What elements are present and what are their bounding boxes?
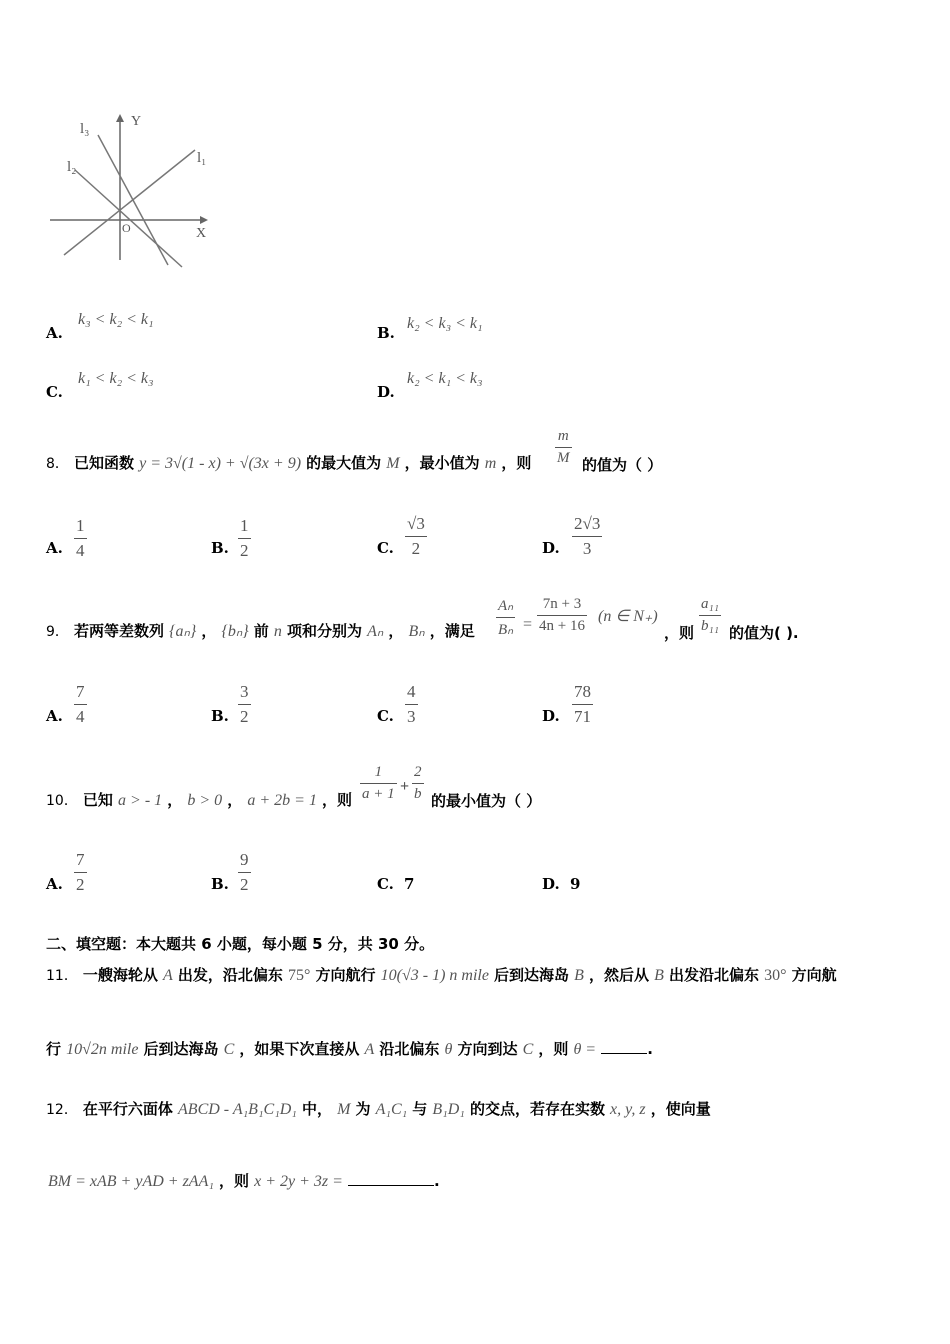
q8-ratio-denominator: M [557,450,570,466]
q12-point-m: M [337,1101,351,1118]
q9-seq-a: {aₙ} [169,623,197,640]
q8-option-d-label: D. [542,539,560,557]
q9-option-a-fraction [74,682,87,727]
q11-text: 一艘海轮从 [82,966,158,984]
q9-condition: (n ∈ N₊) [598,608,658,625]
q10-option-a-label: A. [46,875,63,893]
q10-fraction-1 [360,764,397,803]
q12-number: 12． [46,1102,78,1118]
line-l3-label: l₃ [80,121,90,137]
q9-option-b-fraction [238,682,251,727]
q12-text: 中， [301,1100,332,1118]
q9-seq-b: {bₙ} [221,623,249,640]
q10-option-b-fraction [238,850,251,895]
q11-text: ，则 [538,1040,569,1058]
q10-option-c-value: 7 [404,875,415,893]
q12-text: ，则 [219,1172,250,1190]
q8-ratio-fraction [555,428,572,467]
q12-line-2 [48,1170,440,1196]
y-axis-arrow-icon [116,114,124,122]
q10-option-a-fraction [74,850,87,895]
q9-text: ，满足 [429,622,475,640]
q11-text: 出发，沿北偏东 [177,966,283,984]
q8-option-b-den: 2 [240,541,249,560]
q8-option-c-fraction [405,514,427,559]
q9-text: 前 [253,622,269,640]
q11-text: 方向航行 [315,966,376,984]
q11-point-a: A [163,967,173,984]
q8-text: 已知函数 [74,454,135,472]
q9-number: 9． [46,624,69,640]
q10-f2-den: b [414,786,422,802]
q7-option-d-expr: k₂ < k₁ < k₃ [407,370,483,387]
q9-An: Aₙ [367,623,384,640]
q10-option-b-num: 9 [240,850,249,869]
line-l2-label: l₂ [67,159,77,175]
q9-text: ，则 [664,624,695,642]
q7-option-c-expr: k₁ < k₂ < k₃ [78,370,154,387]
q11-distance-1: 10(√3 - 1) n mile [380,967,489,984]
q12-vector-equation: BM = xAB + yAD + zAA₁ [48,1173,214,1190]
q8-option-c-label: C. [377,539,394,557]
q11-text: 后到达海岛 [494,966,570,984]
q11-end: . [647,1040,653,1058]
q8-max-symbol: M [386,455,400,472]
q9-option-d-fraction [572,682,593,727]
q9-option-d-label: D. [542,707,560,725]
line-l2 [75,170,182,267]
q12-solid: ABCD - A₁B₁C₁D₁ [178,1101,297,1118]
q9-text-end: 的值为( ). [729,624,799,642]
q9-option-b-den: 2 [240,707,249,726]
q10-option-b-den: 2 [240,875,249,894]
q10-cond-1: a > - 1 [118,792,163,809]
q12-text: 在平行六面体 [82,1100,173,1118]
q12-segment-a1c1: A₁C₁ [375,1101,408,1118]
q9-equals: = [523,616,533,633]
q8-option-d-den: 3 [582,539,592,558]
q11-point-c: C [223,1041,235,1058]
q12-text: 与 [412,1100,428,1118]
q9-Bn: Bₙ [408,623,425,640]
q11-text: 行 [46,1040,62,1058]
q11-number: 11． [46,968,78,984]
q10-option-d-value: 9 [570,875,581,893]
x-axis-arrow-icon [200,216,208,224]
section-2-heading: 二、填空题：本大题共 6 小题，每小题 5 分，共 30 分。 [46,935,435,953]
q10-text: 已知 [82,791,113,809]
q9-option-a-label: A. [46,707,63,725]
q9-question [46,620,475,644]
q7-option-c-label: C. [46,383,63,401]
q8-text: ，最小值为 [404,454,480,472]
q10-f1-num: 1 [374,764,383,780]
q9-option-b-label: B. [211,707,229,725]
q8-option-c-den: 2 [411,539,421,558]
q8-text: 的最大值为 [306,454,382,472]
origin-label: O [122,221,131,235]
line-l1 [64,150,195,255]
q11-answer-blank[interactable] [601,1053,647,1054]
q10-plus: + [400,778,410,795]
q11-text: ，然后从 [589,966,650,984]
q11-text: 方向到达 [457,1040,518,1058]
q10-fraction-2 [412,764,424,803]
q12-reals: x, y, z [610,1101,646,1118]
q9-ratio-fraction [496,596,515,639]
q9-frac3-den: b₁₁ [701,618,719,634]
q11-text: 出发沿北偏东 [669,966,760,984]
q8-option-a-den: 4 [76,541,85,560]
q11-point-c: C [522,1041,534,1058]
q7-option-d-label: D. [377,383,395,401]
line-l1-label: l₁ [197,150,207,166]
q9-text: 项和分别为 [286,622,362,640]
q7-option-a-label: A. [46,324,63,342]
q8-text-end: 的值为（ ） [582,456,663,474]
q9-frac1-den: Bₙ [498,622,514,638]
q7-option-a-expr: k₃ < k₂ < k₁ [78,311,154,328]
q8-option-a-label: A. [46,539,63,557]
q9-option-c-den: 3 [407,707,416,726]
q9-frac1-num: Aₙ [498,598,514,614]
q10-number: 10． [46,793,78,809]
q11-point-b: B [654,967,664,984]
q12-answer-blank[interactable] [348,1185,434,1186]
q11-text: ，如果下次直接从 [239,1040,360,1058]
q8-option-a-fraction [74,516,87,561]
q10-cond-2: b > 0 [187,792,223,809]
q11-theta-equals: θ = [573,1041,597,1058]
q10-option-c-label: C. [377,875,394,893]
q9-frac2-den: 4n + 16 [539,618,585,634]
q8-option-c-num: √3 [407,514,425,533]
q8-option-d-fraction [572,514,602,559]
q10-text: ，则 [322,791,353,809]
q8-question [46,452,531,476]
q11-line-2 [46,1038,653,1064]
q9-option-c-fraction [405,682,418,727]
q10-option-a-num: 7 [76,850,85,869]
q8-option-b-fraction [238,516,251,561]
q9-text: 若两等差数列 [74,622,165,640]
x-axis-label: X [196,226,207,241]
q12-text: 为 [355,1100,371,1118]
q8-text: ，则 [501,454,532,472]
q9-text: ， [388,622,404,640]
q10-f2-num: 2 [414,764,422,780]
q12-end: . [434,1172,440,1190]
q9-target-fraction [699,596,721,635]
q9-option-a-den: 4 [76,707,85,726]
q9-text: ， [201,622,217,640]
q10-option-b-label: B. [211,875,229,893]
q8-min-symbol: m [484,455,497,472]
q12-segment-b1d1: B₁D₁ [432,1101,465,1118]
q8-option-a-num: 1 [76,516,85,535]
q9-n: n [273,623,282,640]
q8-option-b-label: B. [211,539,229,557]
q9-frac2-num: 7n + 3 [542,596,582,612]
q9-option-c-label: C. [377,707,394,725]
q8-ratio-numerator: m [557,428,569,444]
y-axis-label: Y [131,114,142,129]
q10-f1-den: a + 1 [362,786,395,802]
q9-option-a-num: 7 [76,682,85,701]
lines-figure [40,105,220,275]
q9-frac3-num: a₁₁ [701,596,719,612]
q9-option-c-num: 4 [407,682,416,701]
q11-text: 沿北偏东 [379,1040,440,1058]
q12-expression: x + 2y + 3z = [254,1173,343,1190]
q11-line-1 [46,964,837,990]
q9-option-d-num: 78 [574,682,591,701]
q11-text: 后到达海岛 [143,1040,219,1058]
q8-function: y = 3√(1 - x) + √(3x + 9) [139,455,302,472]
q12-line-1 [46,1098,711,1124]
q7-option-b-label: B. [377,324,395,342]
q12-text: ，使向量 [650,1100,711,1118]
q10-cond-3: a + 2b = 1 [247,792,317,809]
q11-point-a: A [364,1041,375,1058]
q10-option-a-den: 2 [76,875,85,894]
q12-text: 的交点，若存在实数 [469,1100,605,1118]
q9-formula-fraction [537,596,587,635]
q11-text: 方向航 [791,966,837,984]
q9-option-b-num: 3 [240,682,249,701]
q10-text-end: 的最小值为（ ） [431,792,542,810]
q11-distance-2: 10√2n mile [66,1041,139,1058]
q8-option-b-num: 1 [240,516,249,535]
q11-angle-2: 30° [764,967,787,984]
q8-number: 8． [46,456,69,472]
q9-option-d-den: 71 [574,707,591,726]
q8-option-d-num: 2√3 [574,514,601,533]
q11-angle-1: 75° [288,967,311,984]
q11-theta: θ [444,1041,453,1058]
q11-point-b: B [574,967,584,984]
q10-option-d-label: D. [542,875,560,893]
q7-option-b-expr: k₂ < k₃ < k₁ [407,315,483,332]
q10-question: 10． 已知 a > - 1 ， b > 0 ， a + 2b = 1 ，则 [46,791,353,809]
